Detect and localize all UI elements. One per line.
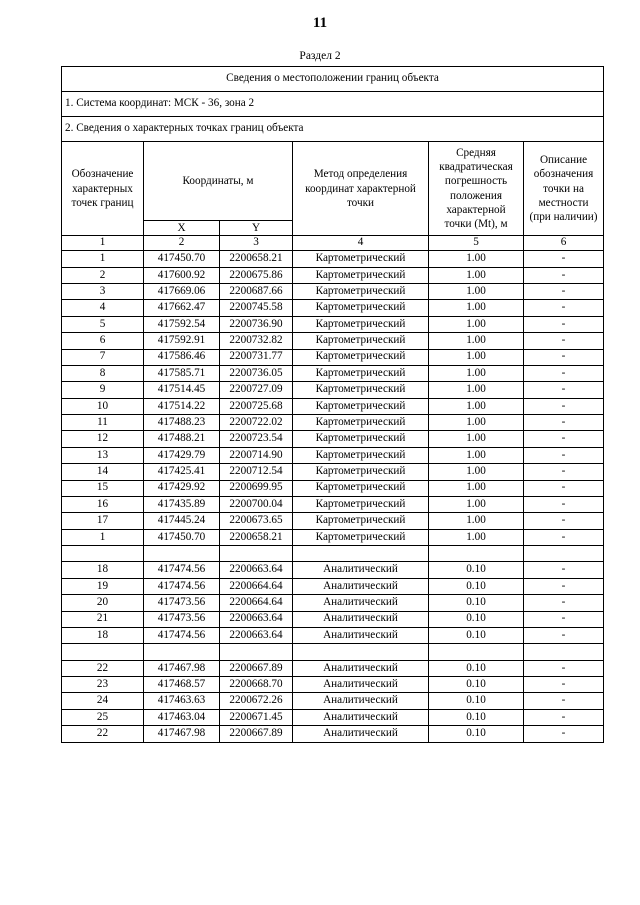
- table-row: [62, 677, 604, 693]
- cell-description: -: [524, 496, 604, 512]
- cell-x: 417585.71: [144, 365, 220, 381]
- cell-method: Картометрический: [293, 382, 429, 398]
- cell-description: -: [524, 611, 604, 627]
- table-title: Сведения о местоположении границ объекта: [62, 67, 604, 92]
- header-coordinates: Координаты, м: [144, 142, 293, 221]
- cell-y: 2200658.21: [220, 251, 293, 267]
- cell-x: 417474.56: [144, 627, 220, 643]
- table-row: [62, 365, 604, 381]
- cell-method: Картометрический: [293, 284, 429, 300]
- cell-description: -: [524, 267, 604, 283]
- cell-point-number: 10: [62, 398, 144, 414]
- cell-x: 417429.92: [144, 480, 220, 496]
- table-row: [62, 693, 604, 709]
- points-heading: 2. Сведения о характерных точках границ объекта: [62, 117, 604, 142]
- cell-x: 417514.45: [144, 382, 220, 398]
- cell-y: 2200732.82: [220, 333, 293, 349]
- table-row: [62, 562, 604, 578]
- cell-description: -: [524, 300, 604, 316]
- cell-x: 417662.47: [144, 300, 220, 316]
- cell-method: Картометрический: [293, 398, 429, 414]
- table-row: [62, 595, 604, 611]
- cell-description: -: [524, 251, 604, 267]
- cell-y: 2200671.45: [220, 709, 293, 725]
- cell-y: 2200722.02: [220, 415, 293, 431]
- cell-y: 2200672.26: [220, 693, 293, 709]
- cell-point-number: 25: [62, 709, 144, 725]
- cell-y: 2200664.64: [220, 595, 293, 611]
- table-row: [62, 480, 604, 496]
- boundary-points-table: [61, 66, 604, 743]
- cell-point-number: 6: [62, 333, 144, 349]
- cell-error: 1.00: [429, 349, 524, 365]
- cell-point-number: 22: [62, 660, 144, 676]
- cell-description: -: [524, 333, 604, 349]
- table-row: [62, 300, 604, 316]
- cell-error: 0.10: [429, 660, 524, 676]
- table-row: [62, 611, 604, 627]
- cell-method: Картометрический: [293, 464, 429, 480]
- cell-point-number: 1: [62, 529, 144, 545]
- table-row: [62, 333, 604, 349]
- cell-point-number: 17: [62, 513, 144, 529]
- cell-description: -: [524, 660, 604, 676]
- header-point-designation: Обозначение характерных точек границ: [62, 142, 144, 236]
- cell-method: Картометрический: [293, 496, 429, 512]
- cell-point-number: 21: [62, 611, 144, 627]
- cell-x: 417467.98: [144, 660, 220, 676]
- cell-point-number: 5: [62, 316, 144, 332]
- cell-x: 417445.24: [144, 513, 220, 529]
- table-row: [62, 267, 604, 283]
- table-row: [62, 726, 604, 742]
- cell-y: 2200731.77: [220, 349, 293, 365]
- column-numbers-row: [62, 236, 604, 251]
- cell-x: 417425.41: [144, 464, 220, 480]
- cell-error: 1.00: [429, 415, 524, 431]
- cell-method: Картометрический: [293, 513, 429, 529]
- cell-point-number: 19: [62, 578, 144, 594]
- table-row: [62, 529, 604, 545]
- cell-description: -: [524, 431, 604, 447]
- table-row: [62, 349, 604, 365]
- column-number: 4: [293, 236, 429, 251]
- cell-point-number: 13: [62, 447, 144, 463]
- cell-y: 2200699.95: [220, 480, 293, 496]
- cell-error: 0.10: [429, 709, 524, 725]
- cell-y: 2200687.66: [220, 284, 293, 300]
- table-row: [62, 447, 604, 463]
- cell-error: 0.10: [429, 562, 524, 578]
- cell-error: 1.00: [429, 513, 524, 529]
- cell-method: Аналитический: [293, 578, 429, 594]
- cell-point-number: 9: [62, 382, 144, 398]
- cell-point-number: 12: [62, 431, 144, 447]
- empty-cell: [220, 546, 293, 562]
- cell-x: 417586.46: [144, 349, 220, 365]
- cell-x: 417468.57: [144, 677, 220, 693]
- group-separator-row: [62, 546, 604, 562]
- header-y: Y: [220, 221, 293, 236]
- cell-description: -: [524, 627, 604, 643]
- cell-description: -: [524, 349, 604, 365]
- cell-error: 0.10: [429, 578, 524, 594]
- cell-x: 417473.56: [144, 611, 220, 627]
- cell-description: -: [524, 382, 604, 398]
- cell-description: -: [524, 464, 604, 480]
- table-row: [62, 578, 604, 594]
- table-row: [62, 513, 604, 529]
- cell-x: 417592.54: [144, 316, 220, 332]
- cell-error: 1.00: [429, 496, 524, 512]
- column-number: 3: [220, 236, 293, 251]
- cell-y: 2200664.64: [220, 578, 293, 594]
- cell-error: 0.10: [429, 611, 524, 627]
- cell-description: -: [524, 595, 604, 611]
- cell-method: Картометрический: [293, 431, 429, 447]
- cell-error: 0.10: [429, 726, 524, 742]
- cell-method: Картометрический: [293, 251, 429, 267]
- cell-error: 1.00: [429, 464, 524, 480]
- cell-point-number: 7: [62, 349, 144, 365]
- cell-method: Картометрический: [293, 365, 429, 381]
- cell-point-number: 16: [62, 496, 144, 512]
- cell-y: 2200667.89: [220, 726, 293, 742]
- cell-method: Картометрический: [293, 447, 429, 463]
- cell-error: 1.00: [429, 300, 524, 316]
- cell-description: -: [524, 562, 604, 578]
- cell-point-number: 15: [62, 480, 144, 496]
- cell-y: 2200658.21: [220, 529, 293, 545]
- cell-point-number: 14: [62, 464, 144, 480]
- table-row: [62, 251, 604, 267]
- cell-error: 1.00: [429, 398, 524, 414]
- empty-cell: [220, 644, 293, 660]
- cell-y: 2200673.65: [220, 513, 293, 529]
- cell-y: 2200663.64: [220, 562, 293, 578]
- cell-method: Аналитический: [293, 677, 429, 693]
- cell-y: 2200745.58: [220, 300, 293, 316]
- empty-cell: [293, 546, 429, 562]
- column-number: 2: [144, 236, 220, 251]
- cell-error: 1.00: [429, 529, 524, 545]
- column-number: 5: [429, 236, 524, 251]
- cell-y: 2200663.64: [220, 627, 293, 643]
- cell-x: 417429.79: [144, 447, 220, 463]
- column-number: 1: [62, 236, 144, 251]
- table-row: [62, 627, 604, 643]
- empty-cell: [429, 644, 524, 660]
- table-row: [62, 316, 604, 332]
- table-row: [62, 709, 604, 725]
- cell-point-number: 3: [62, 284, 144, 300]
- cell-x: 417435.89: [144, 496, 220, 512]
- cell-x: 417514.22: [144, 398, 220, 414]
- cell-method: Аналитический: [293, 595, 429, 611]
- table-row: [62, 431, 604, 447]
- empty-cell: [62, 546, 144, 562]
- column-number: 6: [524, 236, 604, 251]
- table-row: [62, 464, 604, 480]
- cell-error: 1.00: [429, 365, 524, 381]
- empty-cell: [144, 546, 220, 562]
- cell-point-number: 1: [62, 251, 144, 267]
- cell-description: -: [524, 709, 604, 725]
- cell-x: 417669.06: [144, 284, 220, 300]
- cell-point-number: 20: [62, 595, 144, 611]
- cell-method: Картометрический: [293, 529, 429, 545]
- cell-y: 2200667.89: [220, 660, 293, 676]
- cell-error: 1.00: [429, 284, 524, 300]
- cell-x: 417600.92: [144, 267, 220, 283]
- cell-point-number: 23: [62, 677, 144, 693]
- cell-y: 2200736.90: [220, 316, 293, 332]
- cell-description: -: [524, 365, 604, 381]
- cell-point-number: 22: [62, 726, 144, 742]
- cell-method: Картометрический: [293, 316, 429, 332]
- cell-y: 2200736.05: [220, 365, 293, 381]
- cell-description: -: [524, 693, 604, 709]
- cell-x: 417463.04: [144, 709, 220, 725]
- cell-description: -: [524, 398, 604, 414]
- cell-error: 0.10: [429, 595, 524, 611]
- cell-error: 1.00: [429, 267, 524, 283]
- cell-x: 417467.98: [144, 726, 220, 742]
- cell-point-number: 11: [62, 415, 144, 431]
- cell-method: Картометрический: [293, 267, 429, 283]
- cell-description: -: [524, 677, 604, 693]
- cell-method: Картометрический: [293, 349, 429, 365]
- group-separator-row: [62, 644, 604, 660]
- cell-y: 2200668.70: [220, 677, 293, 693]
- coordinate-system: 1. Система координат: МСК - 36, зона 2: [62, 92, 604, 117]
- empty-cell: [144, 644, 220, 660]
- cell-description: -: [524, 513, 604, 529]
- table-row: [62, 382, 604, 398]
- cell-description: -: [524, 447, 604, 463]
- cell-method: Аналитический: [293, 611, 429, 627]
- cell-description: -: [524, 316, 604, 332]
- empty-cell: [293, 644, 429, 660]
- table-row: [62, 398, 604, 414]
- cell-description: -: [524, 726, 604, 742]
- cell-method: Картометрический: [293, 415, 429, 431]
- cell-point-number: 2: [62, 267, 144, 283]
- cell-y: 2200700.04: [220, 496, 293, 512]
- cell-method: Аналитический: [293, 693, 429, 709]
- header-description: Описание обозначения точки на местности (при наличии): [524, 142, 604, 236]
- cell-error: 0.10: [429, 677, 524, 693]
- cell-error: 1.00: [429, 316, 524, 332]
- cell-description: -: [524, 284, 604, 300]
- cell-y: 2200712.54: [220, 464, 293, 480]
- header-error: Средняя квадратическая погрешность положения характерной точки (Mt), м: [429, 142, 524, 236]
- cell-x: 417488.23: [144, 415, 220, 431]
- cell-x: 417450.70: [144, 529, 220, 545]
- cell-x: 417473.56: [144, 595, 220, 611]
- cell-method: Картометрический: [293, 300, 429, 316]
- table-row: [62, 284, 604, 300]
- cell-description: -: [524, 480, 604, 496]
- empty-cell: [429, 546, 524, 562]
- cell-x: 417474.56: [144, 562, 220, 578]
- cell-error: 1.00: [429, 251, 524, 267]
- cell-method: Аналитический: [293, 660, 429, 676]
- cell-error: 1.00: [429, 447, 524, 463]
- cell-point-number: 4: [62, 300, 144, 316]
- cell-method: Картометрический: [293, 333, 429, 349]
- cell-y: 2200663.64: [220, 611, 293, 627]
- header-x: X: [144, 221, 220, 236]
- cell-method: Картометрический: [293, 480, 429, 496]
- cell-x: 417592.91: [144, 333, 220, 349]
- cell-y: 2200714.90: [220, 447, 293, 463]
- cell-point-number: 18: [62, 627, 144, 643]
- cell-method: Аналитический: [293, 709, 429, 725]
- cell-point-number: 24: [62, 693, 144, 709]
- cell-y: 2200675.86: [220, 267, 293, 283]
- cell-error: 1.00: [429, 333, 524, 349]
- cell-description: -: [524, 529, 604, 545]
- cell-method: Аналитический: [293, 627, 429, 643]
- empty-cell: [62, 644, 144, 660]
- cell-x: 417474.56: [144, 578, 220, 594]
- empty-cell: [524, 546, 604, 562]
- cell-method: Аналитический: [293, 562, 429, 578]
- cell-x: 417463.63: [144, 693, 220, 709]
- cell-error: 1.00: [429, 431, 524, 447]
- table-row: [62, 496, 604, 512]
- cell-y: 2200727.09: [220, 382, 293, 398]
- cell-error: 0.10: [429, 627, 524, 643]
- cell-error: 1.00: [429, 382, 524, 398]
- cell-x: 417488.21: [144, 431, 220, 447]
- cell-description: -: [524, 415, 604, 431]
- header-method: Метод определения координат характерной точки: [293, 142, 429, 236]
- cell-error: 0.10: [429, 693, 524, 709]
- empty-cell: [524, 644, 604, 660]
- cell-y: 2200723.54: [220, 431, 293, 447]
- section-title: Раздел 2: [299, 50, 341, 62]
- cell-point-number: 8: [62, 365, 144, 381]
- cell-y: 2200725.68: [220, 398, 293, 414]
- page-number: 11: [312, 15, 328, 31]
- cell-point-number: 18: [62, 562, 144, 578]
- table-row: [62, 415, 604, 431]
- cell-error: 1.00: [429, 480, 524, 496]
- cell-x: 417450.70: [144, 251, 220, 267]
- cell-method: Аналитический: [293, 726, 429, 742]
- table-row: [62, 660, 604, 676]
- cell-description: -: [524, 578, 604, 594]
